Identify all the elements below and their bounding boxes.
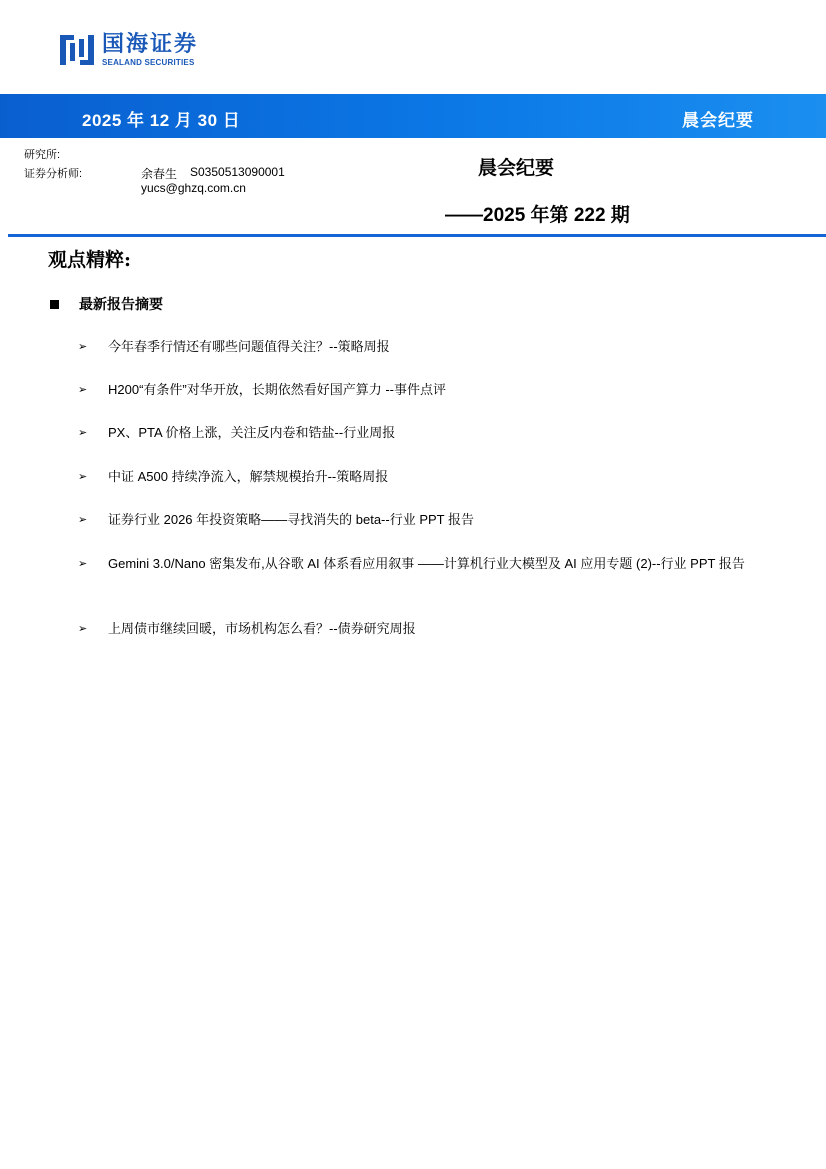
arrow-bullet-icon: ➢ [78,341,88,353]
logo-english-name: SEALAND SECURITIES [102,58,195,67]
analyst-license-id: S0350513090001 [190,165,285,179]
banner-title: 晨会纪要 [682,111,754,130]
document-issue: ——2025 年第 222 期 [445,205,630,226]
list-item[interactable] [78,380,798,400]
list-item-text[interactable]: 今年春季行情还有哪些问题值得关注？--策略周报 [108,339,390,354]
header-banner [0,94,826,138]
square-bullet-icon [50,300,59,309]
list-item[interactable] [78,619,798,639]
list-item-text[interactable]: H200“有条件”对华开放，长期依然看好国产算力 --事件点评 [108,382,447,397]
analyst-name: 余春生 [141,167,178,181]
report-date: 2025 年 12 月 30 日 [82,111,241,130]
list-item-text[interactable]: Gemini 3.0/Nano 密集发布,从谷歌 AI 体系看应用叙事 ——计算机行业大模型及 AI 应用专题 (2)--行业 PPT 报告 [108,556,745,571]
arrow-bullet-icon: ➢ [78,623,88,635]
subheading [50,294,163,314]
list-item[interactable] [78,467,798,487]
arrow-bullet-icon: ➢ [78,514,88,526]
company-logo [58,30,198,70]
analyst-label: 证券分析师: [24,168,83,180]
list-item[interactable] [78,510,798,530]
list-item[interactable] [78,337,798,357]
arrow-bullet-icon: ➢ [78,427,88,439]
list-item-text[interactable]: 上周债市继续回暖，市场机构怎么看？--债券研究周报 [108,621,416,636]
list-item-text[interactable]: 中证 A500 持续净流入，解禁规模抬升--策略周报 [108,469,389,484]
list-item-text[interactable]: 证券行业 2026 年投资策略——寻找消失的 beta--行业 PPT 报告 [108,512,474,527]
analyst-email[interactable]: yucs@ghzq.com.cn [141,181,246,195]
logo-chinese-name: 国海证券 [102,31,199,56]
list-item-text[interactable]: PX、PTA 价格上涨，关注反内卷和锆盐--行业周报 [108,425,396,440]
arrow-bullet-icon: ➢ [78,384,88,396]
subheading-text: 最新报告摘要 [79,297,163,313]
sealand-logo-icon [58,31,96,69]
arrow-bullet-icon: ➢ [78,558,88,570]
list-item[interactable] [78,423,798,443]
document-title: 晨会纪要 [478,157,555,179]
arrow-bullet-icon: ➢ [78,471,88,483]
institute-label: 研究所: [24,149,61,161]
header-divider [8,234,826,237]
section-heading: 观点精粹: [48,249,132,271]
list-item[interactable] [78,554,798,574]
